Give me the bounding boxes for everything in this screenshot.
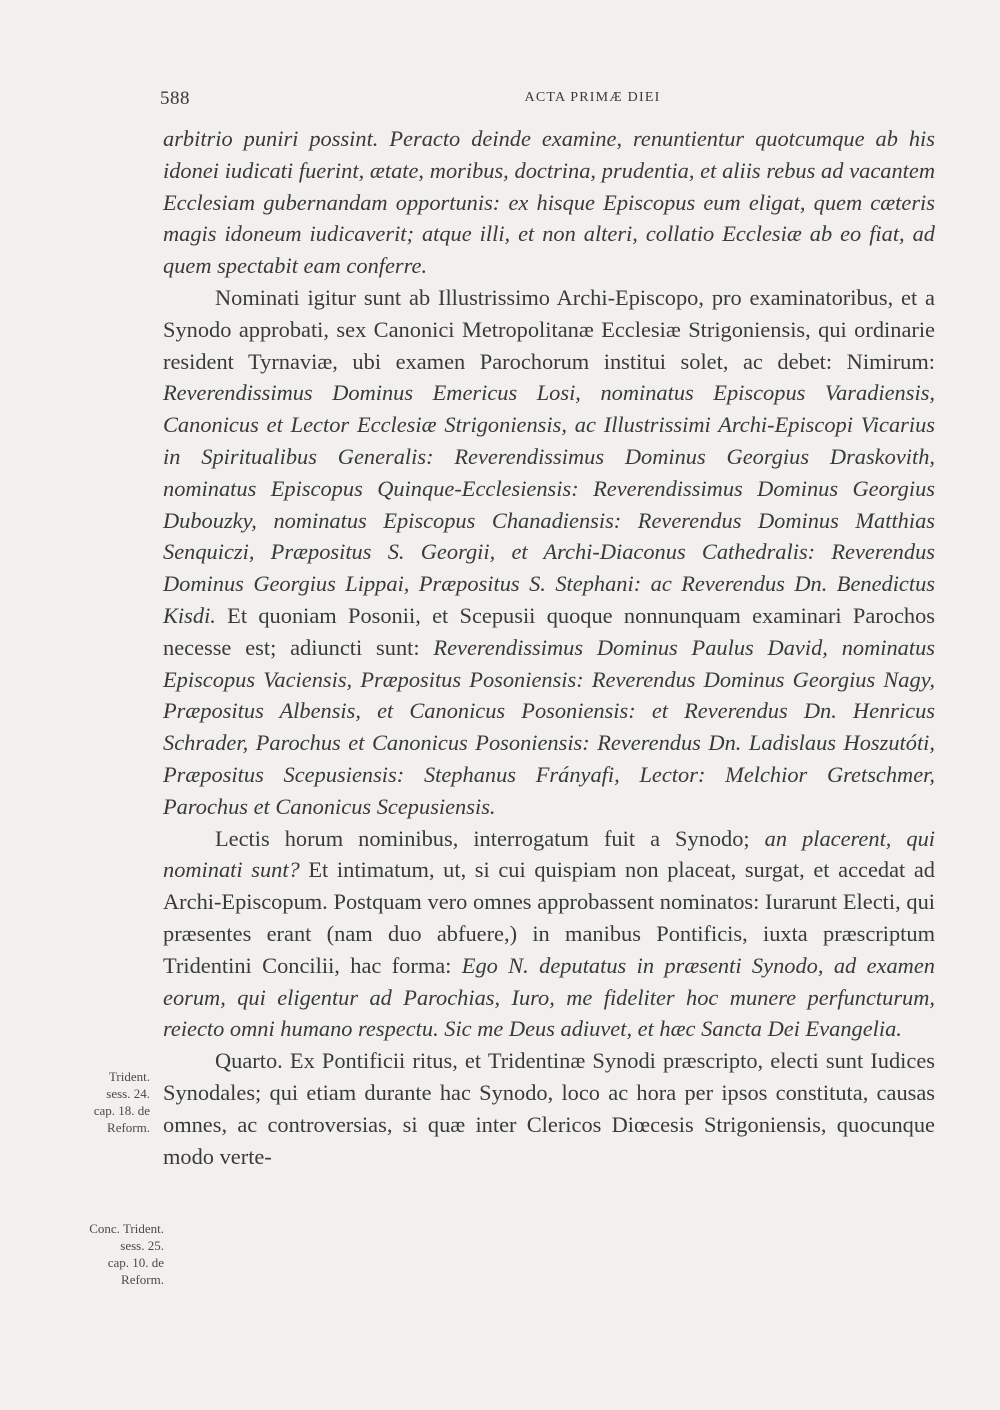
paragraph-3 — [163, 823, 935, 1046]
paragraph-4: Quarto. Ex Pontificii ritus, et Tridentinæ Synodi præscripto, electi sunt Iudices Synodales; qui etiam durante hac Synodo, loco ac hora per ipsos constituta, causas omnes, ac controversias, si quæ inter Clericos Diœcesis Strigoniensis, quocunque modo verte- — [163, 1048, 935, 1169]
margin-note-line: sess. 25. — [120, 1238, 164, 1253]
body-text — [163, 123, 935, 1172]
margin-note-line: Conc. Trident. — [89, 1221, 164, 1236]
running-head: ACTA PRIMÆ DIEI — [524, 90, 661, 105]
paragraph-2-italic-a: Reverendissimus Dominus Emericus Losi, nominatus Episcopus Varadiensis, Canonicus et Lector Ecclesiæ Strigoniensis, ac Illustrissimi Archi-Episcopi Vicarius in Spiritualibus Generalis: Reverendissimus Dominus Georgius Draskovith, nominatus Episcopus Quinque-Ecclesiensis: Reverendissimus Dominus Georgius Dubouzky, nominatus Episcopus Chanadiensis: Reverendus Dominus Matthias Senquiczi, Præpositus S. Georgii, et Archi-Diaconus Cathedralis: Reverendus Dominus Georgius Lippai, Præpositus S. Stephani: ac Reverendus Dn. Benedictus Kisdi. — [163, 380, 935, 628]
paragraph-1: arbitrio puniri possint. Peracto deinde examine, renuntientur quotcumque ab his idonei iudicati fuerint, ætate, moribus, doctrina, prudentia, et aliis rebus ad vacantem Ecclesiam gubernandam opportunis: ex hisque Episcopus eum eligat, quem cæteris magis idoneum iudicaverit; atque illi, et non alteri, collatio Ecclesiæ ab eo fiat, ad quem spectabit eam conferre. — [163, 126, 935, 279]
margin-note-conc-trident — [40, 1220, 164, 1288]
margin-note-trident — [40, 1068, 150, 1136]
paragraph-3-italic-b: Ego N. deputatus in præsenti Synodo, ad examen eorum, qui eligentur ad Parochias, Iuro, me fideliter hoc munere perfuncturum, reiecto omni humano respectu. Sic me Deus adiuvet, et hæc Sancta Dei Evangelia. — [163, 952, 935, 1042]
paragraph-3-roman-a: Lectis horum nominibus, interrogatum fuit a Synodo; — [215, 825, 765, 851]
margin-note-line: sess. 24. — [106, 1086, 150, 1101]
page-header — [160, 88, 935, 118]
margin-note-line: Reform. — [107, 1120, 150, 1135]
paragraph-3-roman-b: Et intimatum, ut, si cui quispiam non placeat, surgat, et accedat ad Archi-Episcopum. Postquam vero omnes approbassent nominatos: Iurarunt Electi, qui præsentes erant (nam duo abfuere,) in manibus Pontificis, iuxta præscriptum Tridentini Concilii, hac forma: — [163, 857, 936, 978]
margin-note-line: Reform. — [121, 1272, 164, 1287]
paragraph-2-roman-b: Et quoniam Posonii, et Scepusii quoque nonnunquam examinari Parochos necesse est; adiuncti sunt: — [163, 602, 935, 660]
margin-note-line: cap. 18. de — [93, 1103, 150, 1118]
paragraph-3-italic-a: an placerent, qui nominati sunt? — [163, 825, 935, 883]
margin-note-line: cap. 10. de — [107, 1255, 164, 1270]
paragraph-2-italic-b: Reverendissimus Dominus Paulus David, nominatus Episcopus Vaciensis, Præpositus Posoniensis: Reverendus Dominus Georgius Nagy, Præpositus Albensis, et Canonicus Posoniensis: et Reverendus Dn. Henricus Schrader, Parochus et Canonicus Posoniensis: Reverendus Dn. Ladislaus Hoszutóti, Præpositus Scepusiensis: Stephanus Frányafi, Lector: Melchior Gretschmer, Parochus et Canonicus Scepusiensis. — [163, 634, 935, 819]
margin-note-line: Trident. — [108, 1069, 150, 1084]
paragraph-2-roman-a: Nominati igitur sunt ab Illustrissimo Archi-Episcopo, pro examinatoribus, et a Synodo approbati, sex Canonici Metropolitanæ Ecclesiæ Strigoniensis, qui ordinarie resident Tyrnaviæ, ubi examen Parochorum institui solet, ac debet: Nimirum: — [163, 284, 935, 374]
paragraph-2 — [163, 282, 935, 823]
page-number: 588 — [160, 88, 190, 109]
